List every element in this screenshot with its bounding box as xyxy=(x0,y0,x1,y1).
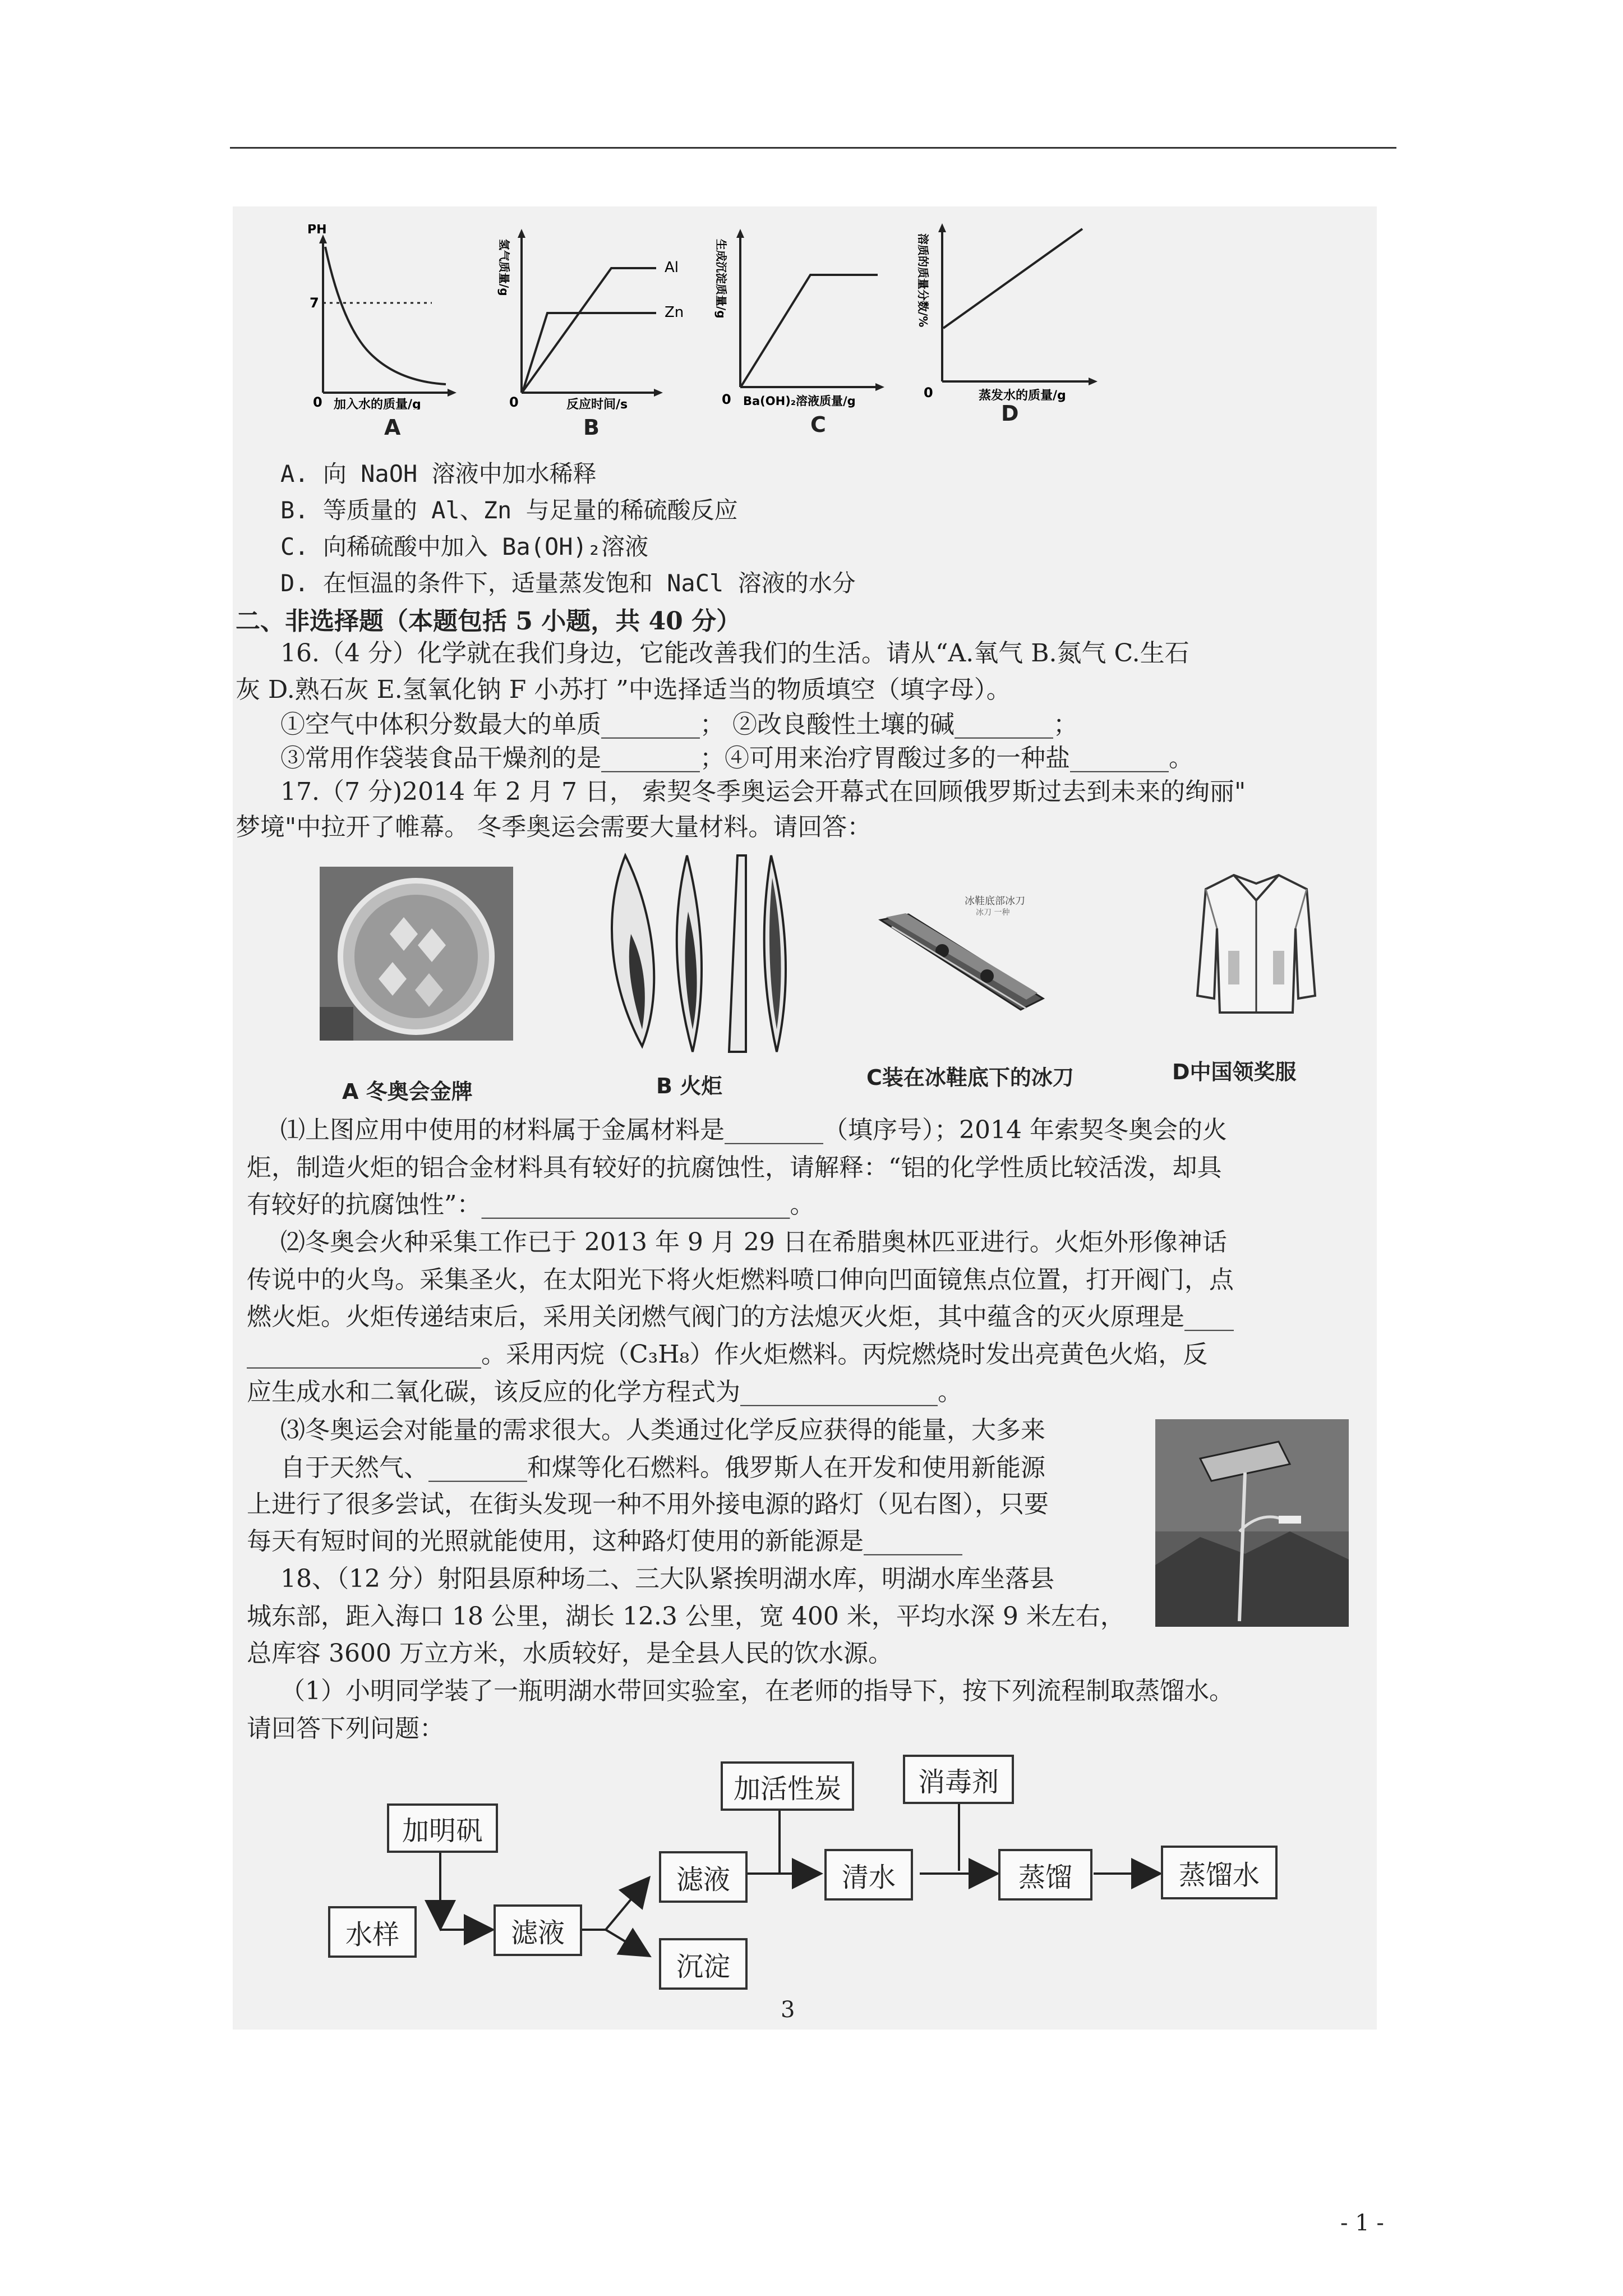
graph-a-origin: 0 xyxy=(313,394,322,409)
graph-a-label: A xyxy=(384,415,401,440)
flow-box-distillation: 蒸馏 xyxy=(998,1849,1092,1901)
inner-page-number: 3 xyxy=(781,1997,795,2023)
graph-b-origin: 0 xyxy=(509,394,519,409)
flow-box-clear-water: 清水 xyxy=(824,1849,913,1901)
graph-d-x-axis: 蒸发水的质量/g xyxy=(979,389,1066,403)
option-a: A. 向 NaOH 溶液中加水稀释 xyxy=(280,460,597,487)
q18-line2: 城东部，距入海口 18 公里，湖长 12.3 公里，宽 400 米，平均水深 9 米左右， xyxy=(247,1602,1125,1631)
q17-body-line1: ⑴上图应用中使用的材料属于金属材料是________（填序号）；2014 年索契冬奥会的火 xyxy=(280,1116,1227,1144)
q17-body-line10: 自于天然气、________和煤等化石燃料。俄罗斯人在开发和使用新能源 xyxy=(280,1453,1045,1482)
graph-a-y-tick: 7 xyxy=(310,295,319,311)
graph-a-x-axis: 加入水的质量/g xyxy=(334,398,421,409)
graph-b-y-axis: 氢气质量/g xyxy=(497,239,511,296)
q17-body-line9: ⑶冬奥运会对能量的需求很大。人类通过化学反应获得的能量，大多来 xyxy=(280,1416,1045,1444)
caption-a-medal: A 冬奥会金牌 xyxy=(342,1079,473,1104)
flow-box-filtrate-2: 滤液 xyxy=(659,1851,748,1903)
section-heading: 二、非选择题（本题包括 5 小题，共 40 分） xyxy=(236,607,741,636)
graph-c-origin: 0 xyxy=(722,392,731,407)
graph-b-series-zn: Zn xyxy=(665,304,684,321)
blade-note-1: 冰鞋底部冰刀 xyxy=(965,895,1025,907)
flow-box-disinfectant: 消毒剂 xyxy=(903,1755,1014,1804)
graph-d-plot xyxy=(911,213,1113,404)
graph-a xyxy=(303,224,465,440)
page-footer-number: - 1 - xyxy=(1340,2210,1384,2236)
graph-b-x-axis: 反应时间/s xyxy=(566,398,628,409)
flow-box-precipitate: 沉淀 xyxy=(659,1938,748,1990)
graph-d-y-axis: 溶质的质量分数/% xyxy=(916,233,930,328)
graph-c-label: C xyxy=(810,412,826,437)
q17-body-line6: 燃火炬。火炬传递结束后，采用关闭燃气阀门的方法熄灭火炬，其中蕴含的灭火原理是____ xyxy=(247,1303,1234,1331)
graph-d-origin: 0 xyxy=(924,385,933,401)
q18-line4: （1）小明同学装了一瓶明湖水带回实验室，在老师的指导下，按下列流程制取蒸馏水。 xyxy=(280,1677,1234,1705)
q17-intro-line2: 梦境"中拉开了帷幕。 冬季奥运会需要大量材料。请回答： xyxy=(236,813,872,841)
q16-line1: 16.（4 分）化学就在我们身边，它能改善我们的生活。请从“A.氧气 B.氮气 C.生石 xyxy=(280,639,1189,668)
ice-skate-blade-photo xyxy=(875,895,1066,1032)
q17-body-line12: 每天有短时间的光照就能使用，这种路灯使用的新能源是________ xyxy=(247,1527,962,1556)
option-c: C. 向稀硫酸中加入 Ba(OH)₂溶液 xyxy=(280,533,649,560)
solar-streetlight-photo xyxy=(1155,1419,1349,1627)
caption-b-torch: B 火炬 xyxy=(656,1074,723,1098)
option-b: B. 等质量的 Al、Zn 与足量的稀硫酸反应 xyxy=(280,496,738,524)
graph-b xyxy=(494,219,695,440)
caption-d-jacket: D中国领奖服 xyxy=(1172,1060,1297,1084)
graph-d xyxy=(911,213,1113,426)
q17-body-line3: 有较好的抗腐蚀性”：_________________________。 xyxy=(247,1190,815,1219)
q17-body-line8: 应生成水和二氧化碳，该反应的化学方程式为________________。 xyxy=(247,1378,962,1406)
graph-b-plot xyxy=(494,219,695,409)
torch-photo xyxy=(592,844,802,1057)
q18-line1: 18、（12 分）射阳县原种场二、三大队紧挨明湖水库，明湖水库坐落县 xyxy=(280,1565,1054,1593)
q17-body-line4: ⑵冬奥会火种采集工作已于 2013 年 9 月 29 日在希腊奥林匹亚进行。火炬外形像神话 xyxy=(280,1228,1227,1257)
q17-body-line5: 传说中的火鸟。采集圣火，在太阳光下将火炬燃料喷口伸向凹面镜焦点位置，打开阀门，点 xyxy=(247,1266,1234,1294)
graph-c-x-axis: Ba(OH)₂溶液质量/g xyxy=(743,394,856,408)
graph-b-label: B xyxy=(583,415,600,440)
flow-box-activated-carbon: 加活性炭 xyxy=(721,1761,854,1811)
flow-box-sample: 水样 xyxy=(328,1906,417,1958)
q18-line5: 请回答下列问题： xyxy=(247,1714,444,1743)
q17-intro-line1: 17.（7 分)2014 年 2 月 7 日， 索契冬季奥运会开幕式在回顾俄罗斯过去到未来的绚丽" xyxy=(280,777,1246,806)
graph-c-y-axis: 生成沉淀质量/g xyxy=(714,239,728,319)
graph-a-plot xyxy=(303,224,465,409)
award-jacket-photo xyxy=(1195,867,1318,1018)
q16-line2: 灰 D.熟石灰 E.氢氧化钠 F 小苏打 ”中选择适当的物质填空（填字母）。 xyxy=(236,675,1011,704)
blade-note-2: 冰刀 一种 xyxy=(976,908,1010,917)
q16-line3: ①空气中体积分数最大的单质________； ②改良酸性土壤的碱________； xyxy=(280,710,1078,739)
option-d: D. 在恒温的条件下，适量蒸发饱和 NaCl 溶液的水分 xyxy=(280,569,856,597)
graph-d-label: D xyxy=(1001,401,1019,426)
caption-c-blade: C装在冰鞋底下的冰刀 xyxy=(866,1065,1074,1090)
graph-b-series-al: Al xyxy=(665,259,679,276)
q18-line3: 总库容 3600 万立方米，水质较好，是全县人民的饮水源。 xyxy=(247,1639,893,1668)
header-rule xyxy=(230,147,1396,149)
gold-medal-photo xyxy=(320,867,513,1041)
flow-box-filtrate-1: 滤液 xyxy=(494,1904,582,1956)
q16-line4: ③常用作袋装食品干燥剂的是________；④可用来治疗胃酸过多的一种盐________。 xyxy=(280,744,1193,772)
graph-c-plot xyxy=(709,219,900,409)
graph-a-y-axis: PH xyxy=(307,224,327,237)
q17-body-line2: 炬，制造火炬的铝合金材料具有较好的抗腐蚀性，请解释：“铝的化学性质比较活泼，却具 xyxy=(247,1153,1222,1182)
q17-body-line11: 上进行了很多尝试，在街头发现一种不用外接电源的路灯（见右图），只要 xyxy=(247,1490,1049,1519)
flow-box-alum: 加明矾 xyxy=(387,1803,498,1853)
flow-box-distilled-water: 蒸馏水 xyxy=(1161,1846,1278,1899)
q17-body-line7: ___________________。采用丙烷（C₃H₈）作火炬燃料。丙烷燃烧时发出亮黄色火焰，反 xyxy=(247,1340,1208,1369)
graph-c xyxy=(709,219,900,437)
